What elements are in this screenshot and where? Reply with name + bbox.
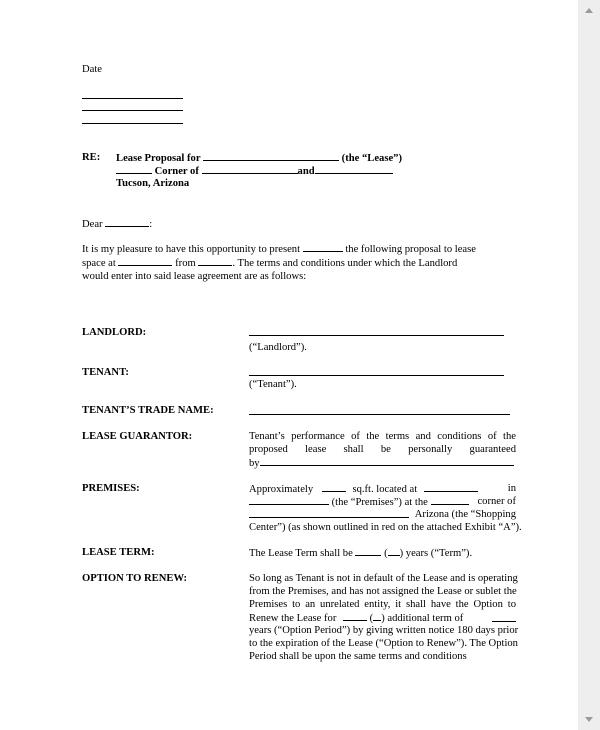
date-label: Date — [82, 64, 102, 75]
scroll-down-icon[interactable] — [585, 717, 593, 722]
renew-line-5: years (“Option Period”) by giving written notice 180 days prior — [249, 625, 519, 636]
address-line-2 — [82, 110, 183, 111]
corner-blank — [116, 164, 152, 174]
tenant-label: TENANT: — [82, 367, 129, 378]
intro-line-3: would enter into said lease agreement are as follows: — [82, 271, 307, 282]
renew-line-2: from the Premises, and has not assigned the Lease or sublet the — [249, 586, 517, 597]
premises-text-1b: sq.ft. located at — [352, 484, 418, 495]
guarantor-line-3 — [249, 456, 514, 470]
street-2-blank — [315, 164, 393, 174]
guarantor-by: by — [249, 458, 260, 469]
premises-line-2 — [249, 495, 516, 509]
intro-line-2 — [82, 256, 457, 270]
street-1-blank — [202, 164, 298, 174]
sqft-blank — [322, 482, 346, 492]
from-blank — [198, 256, 232, 266]
intro-text-2c: . The terms and conditions under which the Landlord — [232, 258, 458, 269]
premises-text-2b: corner of — [477, 496, 516, 507]
renew-line-4 — [249, 611, 516, 625]
re-line-2 — [116, 164, 393, 178]
premises-line-4: Center”) (as shown outlined in red on the attached Exhibit “A”). — [249, 522, 522, 533]
tenant-note: (“Tenant”). — [249, 379, 297, 390]
addressee-blank — [105, 217, 149, 227]
guarantor-line-1: Tenant’s performance of the terms and conditions of the — [249, 431, 516, 442]
renew-line-1: So long as Tenant is not in default of the Lease and is operating — [249, 573, 518, 584]
greeting-word: Dear — [82, 219, 103, 230]
renew-years-blank — [492, 612, 516, 622]
intro-text-2a: space at — [82, 258, 116, 269]
landlord-note: (“Landlord”). — [249, 342, 307, 353]
premises-text-1a: Approximately — [249, 484, 314, 495]
location-blank — [424, 482, 478, 492]
renew-line-3: Premises to an unrelated entity, it shall have the Option to — [249, 599, 516, 610]
cross-street-blank — [249, 508, 409, 518]
re-label: RE: — [82, 152, 101, 163]
renew-text-4c: ) additional term of — [381, 613, 464, 624]
trade-name-label: TENANT’S TRADE NAME: — [82, 405, 214, 416]
vertical-scrollbar[interactable] — [578, 0, 600, 730]
lease-term-text-c: ) years (“Term”). — [399, 548, 473, 559]
re-line-3: Tucson, Arizona — [116, 178, 190, 189]
renew-count-number-blank — [373, 611, 381, 621]
renew-line-7: Period shall be upon the same terms and conditions — [249, 651, 467, 662]
re-line-2-prefix: Corner of — [154, 166, 199, 177]
re-line-1-suffix: (the “Lease”) — [341, 153, 402, 164]
greeting — [82, 217, 152, 231]
re-line-1 — [116, 151, 402, 165]
intro-text-2b: from — [175, 258, 196, 269]
premises-label: PREMISES: — [82, 483, 140, 494]
address-line-3 — [82, 123, 183, 124]
renew-text-4b: ( — [369, 613, 374, 624]
lease-term-text-b: ( — [384, 548, 388, 559]
address-line-1 — [82, 98, 183, 99]
renew-count-words-blank — [343, 611, 367, 621]
intro-text-1a: It is my pleasure to have this opportunity to present — [82, 244, 301, 255]
premises-text-1c: in — [507, 483, 516, 494]
lease-term-label: LEASE TERM: — [82, 547, 155, 558]
intro-line-1 — [82, 242, 476, 256]
term-words-blank — [355, 546, 381, 556]
guarantor-blank — [260, 456, 514, 466]
space-blank — [118, 256, 172, 266]
landlord-blank — [249, 335, 504, 336]
direction-blank — [431, 495, 469, 505]
greeting-colon: : — [149, 219, 153, 230]
renew-text-4a: Renew the Lease for — [249, 613, 337, 624]
premises-line-1 — [249, 482, 516, 496]
premises-text-3: Arizona (the “Shopping — [414, 509, 516, 520]
scroll-up-icon[interactable] — [585, 8, 593, 13]
re-line-1-prefix: Lease Proposal for — [116, 153, 201, 164]
trade-name-blank — [249, 414, 510, 415]
guarantor-label: LEASE GUARANTOR: — [82, 431, 193, 442]
renew-line-6: to the expiration of the Lease (“Option to Renew”). The Option — [249, 638, 518, 649]
lease-term-text-a: The Lease Term shall be — [249, 548, 353, 559]
intro-text-1b: the following proposal to lease — [345, 244, 476, 255]
renew-label: OPTION TO RENEW: — [82, 573, 187, 584]
guarantor-line-2: proposed lease shall be personally guaranteed — [249, 444, 516, 455]
city-blank — [249, 495, 329, 505]
premises-line-3 — [249, 508, 516, 522]
term-number-blank — [388, 546, 400, 556]
presenter-blank — [303, 242, 343, 252]
lease-term-text — [249, 546, 472, 560]
tenant-blank — [249, 375, 504, 376]
landlord-label: LANDLORD: — [82, 327, 147, 338]
re-line-2-mid: and — [297, 166, 315, 177]
premises-text-2a: (the “Premises”) at the — [331, 497, 428, 508]
property-name-blank — [203, 151, 339, 161]
